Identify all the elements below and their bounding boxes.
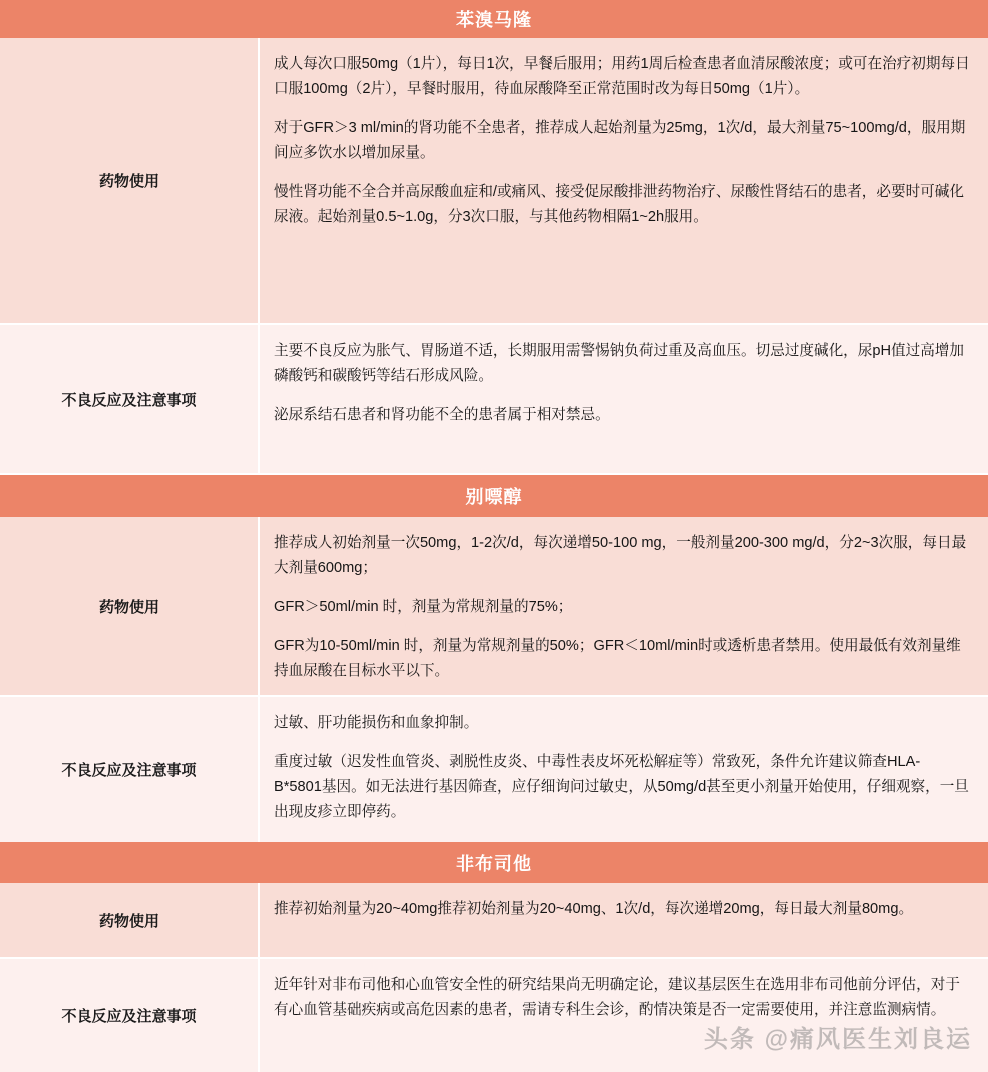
row-label-adverse: 不良反应及注意事项	[61, 391, 197, 409]
paragraph: 推荐初始剂量为20~40mg推荐初始剂量为20~40mg、1次/d，每次递增20mg，每日最大剂量80mg。	[274, 901, 914, 917]
paragraph: 泌尿系结石患者和肾功能不全的患者属于相对禁忌。	[274, 407, 610, 424]
paragraph: 重度过敏（迟发性血管炎、剥脱性皮炎、中毒性表皮坏死松解症等）常致死，条件允许建议筛查HLA- B*5801基因。如无法进行基因筛查，应仔细询问过敏史，从50mg/d甚至更小剂量开始使用，仔细观察，一旦出现皮疹立即停药。	[274, 754, 969, 821]
row-content-usage	[260, 883, 988, 957]
row-content-adverse	[260, 697, 988, 842]
table-row	[0, 959, 988, 1072]
row-content-usage	[260, 38, 988, 323]
row-content-adverse	[260, 325, 988, 473]
paragraph: 过敏、肝功能损伤和血象抑制。	[274, 715, 479, 731]
row-label-usage: 药物使用	[98, 912, 159, 930]
paragraph: 主要不良反应为胀气、胃肠道不适，长期服用需警惕钠负荷过重及高血压。切忌过度碱化，尿pH值过高增加磷酸钙和碳酸钙等结石形成风险。	[274, 343, 964, 385]
table-row	[0, 517, 988, 695]
row-label-adverse: 不良反应及注意事项	[61, 762, 197, 779]
paragraph: GFR为10-50ml/min 时，剂量为常规剂量的50%；GFR＜10ml/min时或透析患者禁用。使用最低有效剂量维持血尿酸在目标水平以下。	[274, 638, 961, 680]
paragraph: 推荐成人初始剂量一次50mg，1-2次/d，每次递增50-100 mg，一般剂量200-300 mg/d，分2~3次服，每日最大剂量600mg；	[274, 535, 967, 577]
paragraph: GFR＞50ml/min 时，剂量为常规剂量的75%；	[274, 599, 573, 616]
section-header-benzbromarone	[0, 0, 988, 38]
watermark: 头条 @痛风医生刘良运	[703, 1026, 972, 1053]
row-label-adverse: 不良反应及注意事项	[61, 1008, 197, 1025]
section-header-febuxostat	[0, 842, 988, 883]
row-label-usage: 药物使用	[98, 598, 159, 616]
section-title: 苯溴马隆	[456, 10, 532, 30]
table-row	[0, 883, 988, 957]
section-title: 非布司他	[456, 853, 532, 874]
paragraph: 成人每次口服50mg（1片），每日1次，早餐后服用；用药1周后检查患者血清尿酸浓度；或可在治疗初期每日口服100mg（2片），早餐时服用，待血尿酸降至正常范围时改为每日50mg（1片）。	[274, 56, 970, 98]
section-header-allopurinol	[0, 475, 988, 517]
paragraph: 近年针对非布司他和心血管安全性的研究结果尚无明确定论，建议基层医生在选用非布司他前分评估，对于有心血管基础疾病或高危因素的患者，需请专科生会诊，酌情决策是否一定需要使用，并注意监测病情。	[274, 977, 960, 1019]
paragraph: 慢性肾功能不全合并高尿酸血症和/或痛风、接受促尿酸排泄药物治疗、尿酸性肾结石的患者，必要时可碱化尿液。起始剂量0.5~1.0g，分3次口服，与其他药物相隔1~2h服用。	[274, 184, 964, 226]
row-content-usage	[260, 517, 988, 695]
table-row	[0, 325, 988, 473]
row-label-usage: 药物使用	[98, 173, 159, 190]
row-content-adverse	[260, 959, 988, 1072]
section-title: 别嘌醇	[465, 487, 523, 507]
table-row	[0, 38, 988, 323]
paragraph: 对于GFR＞3 ml/min的肾功能不全患者，推荐成人起始剂量为25mg，1次/d，最大剂量75~100mg/d，服用期间应多饮水以增加尿量。	[274, 120, 966, 162]
table-row	[0, 697, 988, 842]
